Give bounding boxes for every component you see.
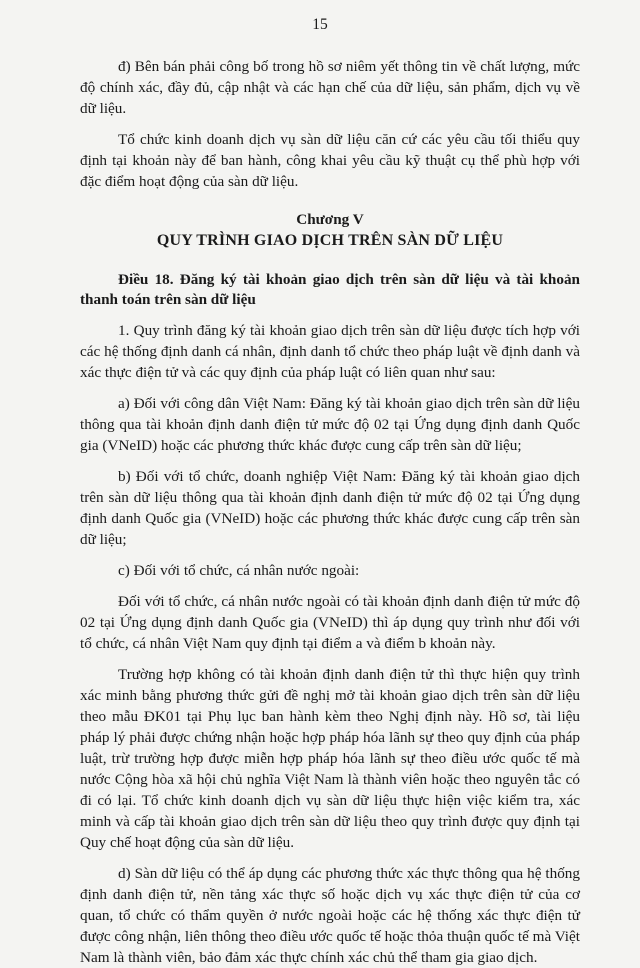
page-number: 15: [312, 16, 328, 33]
article-paragraph-a: a) Đối với công dân Việt Nam: Đăng ký tài khoản giao dịch trên sàn dữ liệu thông qua tài khoản định danh điện tử mức độ 02 tại Ứng dụng định danh Quốc gia (VNeID) hoặc các phương thức khác được cung cấp trên sàn dữ liệu;: [80, 395, 580, 454]
article-paragraph-c-procedure: Trường hợp không có tài khoản định danh điện tử thì thực hiện quy trình xác minh bằng phương thức gửi đề nghị mở tài khoản giao dịch trên sàn dữ liệu theo mẫu ĐK01 tại Phụ lục ban hành kèm theo Nghị định này. Hồ sơ, tài liệu pháp lý phải được chứng nhận hoặc hợp pháp hóa lãnh sự theo quy định của pháp luật, trừ trường hợp được miễn hợp pháp hóa lãnh sự theo điều ước quốc tế mà nước Cộng hòa xã hội chủ nghĩa Việt Nam là thành viên hoặc theo nguyên tắc có đi có lại. Tổ chức kinh doanh dịch vụ sàn dữ liệu thực hiện việc kiểm tra, xác minh và cấp tài khoản giao dịch trên sàn dữ liệu theo quy trình được quy định tại Quy chế hoạt động của sàn dữ liệu.: [80, 666, 580, 851]
intro-paragraph-2: Tổ chức kinh doanh dịch vụ sàn dữ liệu căn cứ các yêu cầu tối thiểu quy định tại khoản này để ban hành, công khai yêu cầu kỹ thuật cụ thể phù hợp với đặc điểm hoạt động của sàn dữ liệu.: [80, 131, 580, 190]
intro-paragraph-1: đ) Bên bán phải công bố trong hồ sơ niêm yết thông tin về chất lượng, mức độ chính xác, đầy đủ, cập nhật và các hạn chế của dữ liệu, sản phẩm, dịch vụ về dữ liệu.: [80, 58, 580, 117]
article-paragraph-d: d) Sàn dữ liệu có thể áp dụng các phương thức xác thực thông qua hệ thống định danh điện tử, nền tảng xác thực số hoặc dịch vụ xác thực điện tử của cơ quan, tổ chức có thẩm quyền ở nước ngoài hoặc các hệ thống xác thực điện tử được công nhận, liên thông theo điều ước quốc tế hoặc thỏa thuận quốc tế mà Việt Nam là thành viên, bảo đảm xác thực chính xác chủ thể tham gia giao dịch.: [80, 865, 580, 966]
article-paragraph-c: c) Đối với tổ chức, cá nhân nước ngoài:: [118, 562, 360, 579]
article-paragraph-c-detail: Đối với tổ chức, cá nhân nước ngoài có tài khoản định danh điện tử mức độ 02 tại Ứng dụng định danh Quốc gia (VNeID) thì áp dụng quy trình như đối với tổ chức, cá nhân Việt Nam quy định tại điểm a và điểm b khoản này.: [80, 593, 580, 652]
article-paragraph-b: b) Đối với tổ chức, doanh nghiệp Việt Nam: Đăng ký tài khoản giao dịch trên sàn dữ liệu thông qua tài khoản định danh điện tử mức độ 02 tại Ứng dụng định danh Quốc gia (VNeID) hoặc các phương thức khác được cung cấp trên sàn dữ liệu;: [80, 468, 580, 548]
chapter-title: QUY TRÌNH GIAO DỊCH TRÊN SÀN DỮ LIỆU: [156, 232, 504, 249]
article-paragraph-1: 1. Quy trình đăng ký tài khoản giao dịch trên sàn dữ liệu được tích hợp với các hệ thống định danh cá nhân, định danh tổ chức theo pháp luật về định danh và xác thực điện tử và các quy định của pháp luật có liên quan như sau:: [80, 322, 580, 381]
chapter-label: Chương V: [296, 211, 364, 228]
article-heading: Điều 18. Đăng ký tài khoản giao dịch trên sàn dữ liệu và tài khoản thanh toán trên sàn dữ liệu: [80, 271, 580, 308]
